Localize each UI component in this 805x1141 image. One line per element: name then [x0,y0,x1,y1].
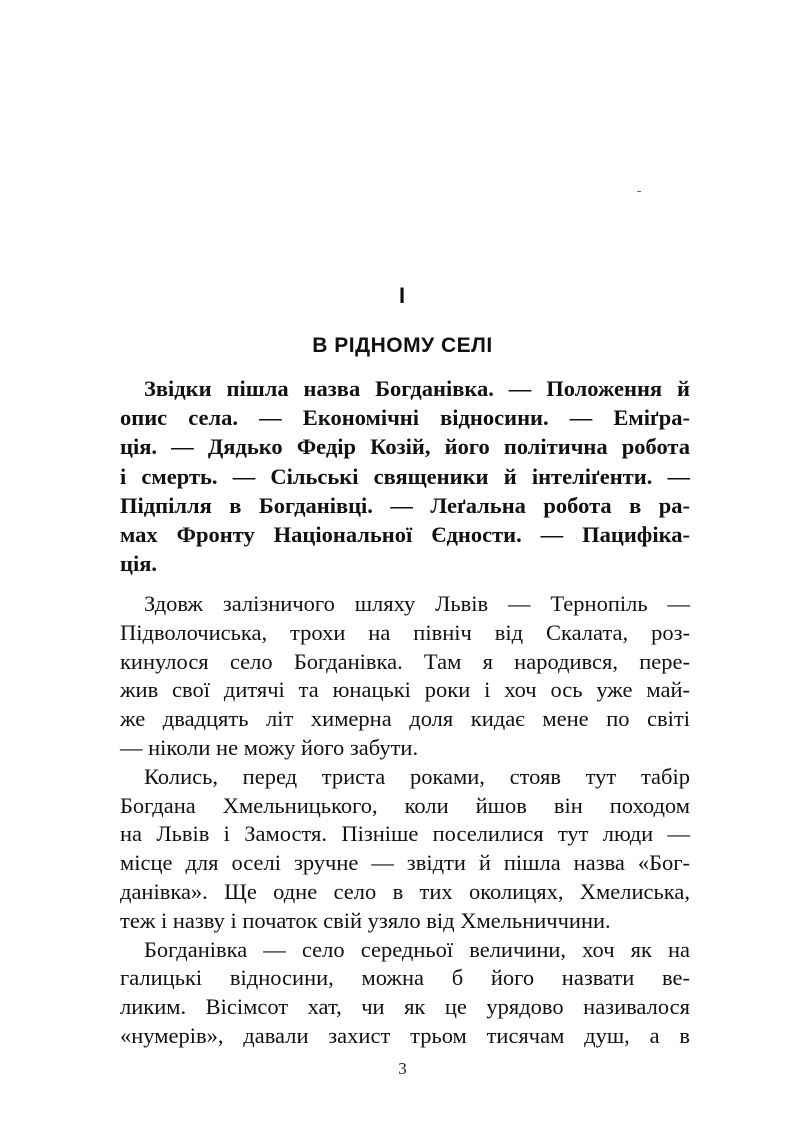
chapter-title: В РІДНОМУ СЕЛІ [312,334,493,357]
paragraph-line: Підволочиська, трохи на північ від Скалата, роз- [120,619,690,645]
chapter-summary [120,374,690,578]
paragraph-line: Здовж залізничого шляху Львів — Тернопіль — [144,591,690,616]
paragraph-line: галицькі відносини, можна б його назвати ве- [120,965,690,991]
paragraph-line: теж і назву і початок свій узяло від Хмельниччини. [120,907,611,933]
summary-line: мах Фронту Національної Єдности. — Пацифіка- [120,521,690,547]
chapter-number: I [398,283,407,308]
paragraph-line: Богдана Хмельницького, коли йшов він походом [120,792,690,818]
paragraph-line: Богданівка — село середньої величини, хоч як на [144,936,690,962]
body-text [120,590,690,1051]
summary-line: опис села. — Економічні відносини. — Еміґра- [120,405,690,431]
paragraph-line: «нумерів», давали захист трьом тисячам душ, а в [120,1022,690,1048]
paragraph-line: жив свої дитячі та юнацькі роки і хоч ось уже май- [120,677,690,703]
print-speck [637,191,641,192]
paragraph-line: місце для оселі зручне — звідти й пішла назва «Бог- [120,850,690,876]
paragraph-line: ликим. Вісімсот хат, чи як це урядово називалося [120,994,690,1020]
paragraph-line: Колись, перед триста роками, стояв тут табір [144,763,690,789]
summary-line: і смерть. — Сільські священики й інтеліґенти. — [120,463,690,489]
paragraph-line: кинулося село Богданівка. Там я народився, пере- [120,648,690,674]
paragraph-line: — ніколи не можу його забути. [120,734,419,760]
paragraph-line: на Львів і Замостя. Пізніше поселилися тут люди — [120,821,690,847]
paragraph-line: же двадцять літ химерна доля кидає мене по світі [120,706,690,732]
page-number: 3 [398,1059,407,1078]
summary-line: Звідки пішла назва Богданівка. — Положення й [144,376,690,401]
summary-line: ція. — Дядько Федір Козій, його політична робота [120,434,690,460]
summary-line: ція. [120,551,158,577]
summary-line: Підпілля в Богданівці. — Леґальна робота в ра- [120,492,690,518]
paragraph-line: данівка». Ще одне село в тих околицях, Хмелиська, [120,878,690,904]
